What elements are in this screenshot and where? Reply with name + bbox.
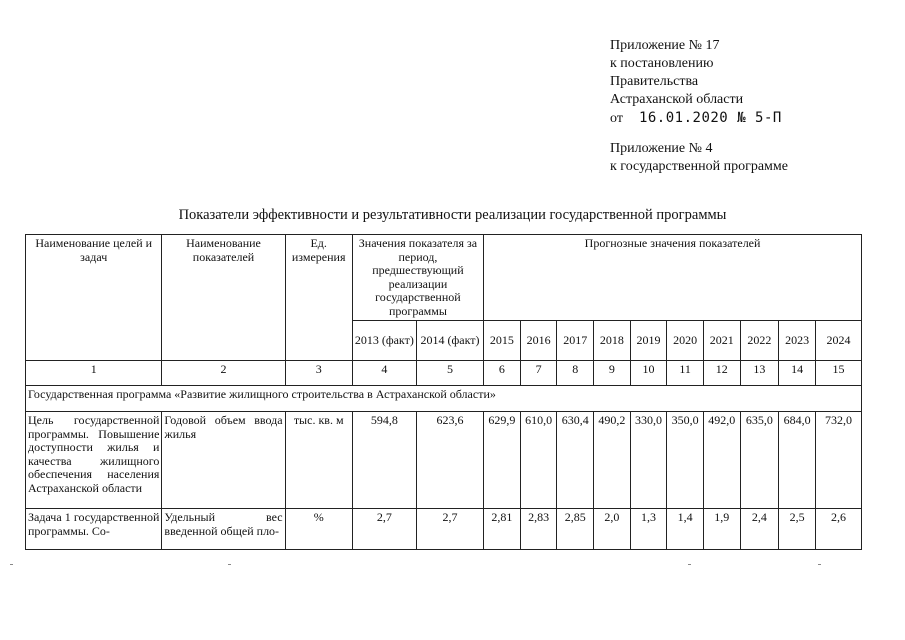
value-cell: 2,5 bbox=[779, 509, 816, 550]
value-cell: 2,81 bbox=[484, 509, 521, 550]
year-cell: 2015 bbox=[484, 321, 521, 361]
value-cell: 490,2 bbox=[594, 412, 631, 509]
unit-cell: % bbox=[285, 509, 352, 550]
goal-cell: Задача 1 государственной программы. Со- bbox=[26, 509, 162, 550]
indicators-table bbox=[25, 234, 862, 550]
program-title: Государственная программа «Развитие жилищного строительства в Астраханской области» bbox=[26, 386, 862, 412]
value-cell: 2,0 bbox=[594, 509, 631, 550]
header-previous-period: Значения показателя за период, предшествующий реализации государственной программы bbox=[352, 235, 483, 321]
header-goals: Наименование целей и задач bbox=[26, 235, 162, 361]
column-number: 13 bbox=[740, 361, 779, 386]
value-cell: 623,6 bbox=[416, 412, 483, 509]
indicator-cell: Удельный вес введенной общей пло- bbox=[162, 509, 285, 550]
value-cell: 594,8 bbox=[352, 412, 416, 509]
appendix-4-line-2: к государственной программе bbox=[610, 159, 788, 174]
value-cell: 2,7 bbox=[352, 509, 416, 550]
value-cell: 1,4 bbox=[667, 509, 704, 550]
value-cell: 2,7 bbox=[416, 509, 483, 550]
unit-cell: тыс. кв. м bbox=[285, 412, 352, 509]
year-cell: 2013 (факт) bbox=[352, 321, 416, 361]
appendix-4-line-1: Приложение № 4 bbox=[610, 141, 713, 156]
decree-prefix: от bbox=[610, 111, 623, 126]
year-cell: 2018 bbox=[594, 321, 631, 361]
value-cell: 1,9 bbox=[703, 509, 740, 550]
goal-cell: Цель государственной программы. Повышение доступности жилья и качества жилищного обеспечения населения Астраханской области bbox=[26, 412, 162, 509]
year-cell: 2017 bbox=[557, 321, 594, 361]
year-cell: 2021 bbox=[703, 321, 740, 361]
table-row bbox=[26, 509, 862, 550]
value-cell: 1,3 bbox=[630, 509, 667, 550]
table-row bbox=[26, 412, 862, 509]
header-indicators: Наименование показателей bbox=[162, 235, 285, 361]
scan-mark bbox=[688, 564, 691, 565]
year-cell: 2016 bbox=[520, 321, 557, 361]
value-cell: 350,0 bbox=[667, 412, 704, 509]
value-cell: 2,85 bbox=[557, 509, 594, 550]
decree-line bbox=[610, 109, 782, 128]
year-cell: 2020 bbox=[667, 321, 704, 361]
value-cell: 330,0 bbox=[630, 412, 667, 509]
value-cell: 629,9 bbox=[484, 412, 521, 509]
scan-mark bbox=[228, 564, 231, 565]
column-number: 6 bbox=[484, 361, 521, 386]
header-forecast: Прогнозные значения показателей bbox=[484, 235, 862, 321]
appendix-17-line-3: Правительства bbox=[610, 74, 699, 89]
value-cell: 2,83 bbox=[520, 509, 557, 550]
program-row bbox=[26, 386, 862, 412]
appendix-4-block bbox=[610, 140, 788, 176]
decree-date-number: 16.01.2020 № 5-П bbox=[638, 110, 782, 126]
value-cell: 684,0 bbox=[779, 412, 816, 509]
appendix-17-line-1: Приложение № 17 bbox=[610, 38, 720, 53]
value-cell: 2,4 bbox=[740, 509, 779, 550]
year-cell: 2022 bbox=[740, 321, 779, 361]
year-cell: 2024 bbox=[815, 321, 861, 361]
column-number: 10 bbox=[630, 361, 667, 386]
page-title: Показатели эффективности и результативности реализации государственной программы bbox=[178, 207, 727, 223]
column-number: 3 bbox=[285, 361, 352, 386]
indicator-cell: Годовой объем ввода жилья bbox=[162, 412, 285, 509]
value-cell: 492,0 bbox=[703, 412, 740, 509]
appendix-17-line-4: Астраханской области bbox=[610, 92, 744, 107]
column-number: 11 bbox=[667, 361, 704, 386]
column-number: 8 bbox=[557, 361, 594, 386]
page-edge-marks bbox=[0, 564, 905, 570]
column-number: 14 bbox=[779, 361, 816, 386]
column-number: 4 bbox=[352, 361, 416, 386]
column-number: 9 bbox=[594, 361, 631, 386]
year-cell: 2019 bbox=[630, 321, 667, 361]
column-number: 12 bbox=[703, 361, 740, 386]
header-row bbox=[26, 235, 862, 321]
appendix-17-line-2: к постановлению bbox=[610, 56, 714, 71]
appendix-17-block bbox=[610, 37, 782, 128]
year-cell: 2023 bbox=[779, 321, 816, 361]
value-cell: 610,0 bbox=[520, 412, 557, 509]
value-cell: 2,6 bbox=[815, 509, 861, 550]
value-cell: 732,0 bbox=[815, 412, 861, 509]
column-number: 5 bbox=[416, 361, 483, 386]
scan-mark bbox=[10, 564, 13, 565]
header-unit: Ед. измерения bbox=[285, 235, 352, 361]
value-cell: 635,0 bbox=[740, 412, 779, 509]
column-number-row bbox=[26, 361, 862, 386]
column-number: 15 bbox=[815, 361, 861, 386]
year-cell: 2014 (факт) bbox=[416, 321, 483, 361]
column-number: 7 bbox=[520, 361, 557, 386]
column-number: 2 bbox=[162, 361, 285, 386]
scan-mark bbox=[818, 564, 821, 565]
value-cell: 630,4 bbox=[557, 412, 594, 509]
column-number: 1 bbox=[26, 361, 162, 386]
